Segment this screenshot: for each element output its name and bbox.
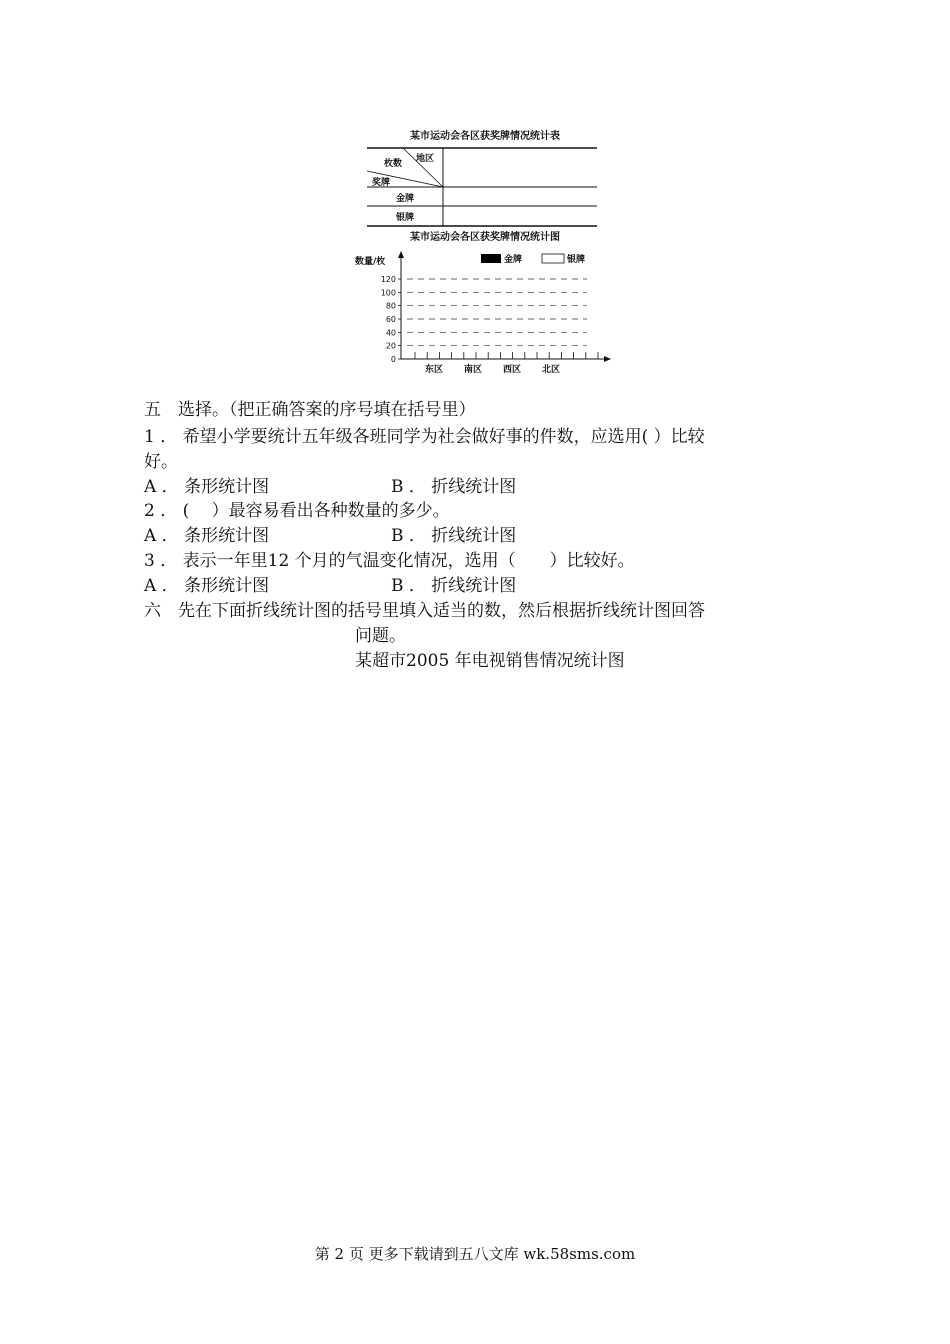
q3-option-b: B ． 折线统计图 [391, 576, 517, 596]
section6-chart-title: 某超市2005 年电视销售情况统计图 [355, 651, 625, 671]
x-category-label: 南区 [463, 365, 483, 375]
medal-figure-svg [355, 126, 615, 378]
q1-text-line2: 好。 [144, 452, 178, 472]
q1-option-b: B ． 折线统计图 [391, 477, 517, 497]
y-tick-label: 40 [385, 328, 396, 338]
q2-option-a: A ． 条形统计图 [144, 526, 270, 546]
legend-swatch-silver [542, 254, 564, 263]
table-header-region: 地区 [415, 154, 435, 164]
q3-text: 3 ． 表示一年里12 个月的气温变化情况，选用（ ）比较好。 [144, 551, 635, 571]
y-axis-arrow-icon [398, 251, 404, 258]
y-tick-label: 0 [390, 355, 396, 364]
y-tick-label: 20 [385, 341, 396, 351]
section6-text-line1: 六 先在下面折线统计图的括号里填入适当的数，然后根据折线统计图回答 [144, 601, 705, 621]
x-category-label: 北区 [541, 365, 561, 375]
y-tick-label: 100 [380, 288, 396, 298]
page-footer: 第 2 页 更多下载请到五八文库 wk.58sms.com [314, 1245, 636, 1263]
q1-option-a: A ． 条形统计图 [144, 477, 270, 497]
x-category-label: 西区 [502, 365, 522, 375]
legend-label-silver: 银牌 [567, 255, 586, 265]
y-tick-label: 80 [385, 301, 396, 311]
q2-text: 2 ． ( ）最容易看出各种数量的多少。 [144, 501, 450, 521]
table-header-medal: 奖牌 [371, 178, 391, 188]
x-axis-arrow-icon [604, 356, 611, 362]
x-category-label: 东区 [424, 365, 444, 375]
table-header-count: 枚数 [383, 159, 403, 169]
q3-option-a: A ． 条形统计图 [144, 576, 270, 596]
table-row-silver: 银牌 [395, 213, 415, 223]
table-row-gold: 金牌 [395, 194, 415, 204]
legend-swatch-gold [481, 254, 501, 263]
chart-ylabel: 数量/枚 [355, 257, 386, 267]
section6-text-line2: 问题。 [355, 626, 406, 646]
table-title: 某市运动会各区获奖牌情况统计表 [410, 131, 560, 142]
medal-figure [355, 126, 615, 378]
y-tick-label: 60 [385, 315, 396, 324]
chart-plot-area [381, 275, 598, 375]
y-tick-label: 120 [380, 275, 396, 284]
chart-title: 某市运动会各区获奖牌情况统计图 [410, 232, 560, 243]
legend-label-gold: 金牌 [504, 255, 523, 265]
q1-text-line1: 1 ． 希望小学要统计五年级各班同学为社会做好事的件数，应选用( ）比较 [144, 427, 705, 447]
section5-heading: 五 选择。（把正确答案的序号填在括号里） [144, 400, 476, 420]
q2-option-b: B ． 折线统计图 [391, 526, 517, 546]
